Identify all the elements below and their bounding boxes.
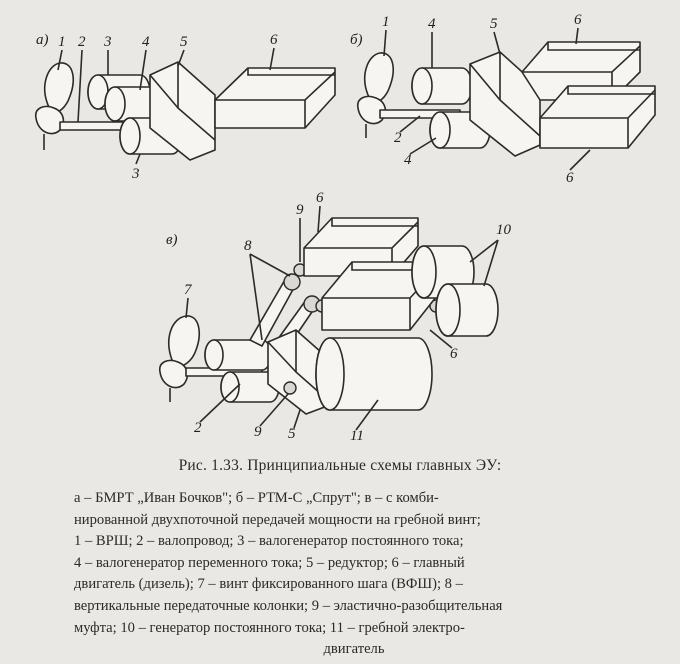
part-number: 6 [574,12,582,28]
caption-line: нированной двухпоточной передачей мощности на гребной винт; [74,511,481,528]
part-number: 2 [194,420,202,436]
part-number: 4 [428,16,436,32]
part-number: 6 [566,170,574,186]
part-number: 2 [78,34,86,50]
panel-b-label: б) [350,32,363,48]
part-number: 6 [270,32,278,48]
part-number: 6 [450,346,458,362]
part-number: 9 [296,202,304,218]
figure-caption-title: Рис. 1.33. Принципиальные схемы главных ЭУ: [178,457,502,474]
part-number: 7 [184,282,192,298]
panel-b-drawing [358,42,655,156]
part-number: 1 [58,34,66,50]
caption-line: 1 – ВРШ; 2 – валопровод; 3 – валогенератор постоянного тока; [74,533,464,550]
part-number: 11 [350,428,364,444]
part-number: 4 [404,152,412,168]
panel-v-label: в) [166,232,178,248]
caption-line: вертикальные передаточные колонки; 9 – эластично-разобщительная [74,597,503,614]
part-number: 1 [382,14,390,30]
caption-line: двигатель (дизель); 7 – винт фиксированного шага (ВФШ); 8 – [74,576,463,593]
part-number: 5 [490,16,498,32]
part-number: 4 [142,34,150,50]
part-number: 5 [288,426,296,442]
panel-a-label: а) [36,32,49,48]
caption-line: 4 – валогенератор переменного тока; 5 – редуктор; 6 – главный [74,554,465,571]
part-number: 8 [244,238,252,254]
part-number: 5 [180,34,188,50]
part-number: 2 [394,130,402,146]
part-number: 6 [316,190,324,206]
caption-line: муфта; 10 – генератор постоянного тока; 11 – гребной электро- [74,619,465,636]
caption-line: двигатель [323,641,385,658]
caption-line: а – БМРТ „Иван Бочков"; б – РТМ-С „Спрут"; в – с комби- [74,490,439,506]
part-number: 10 [496,222,511,238]
part-number: 9 [254,424,262,440]
part-number: 3 [104,34,112,50]
part-number: 3 [132,166,140,182]
panel-v-drawing [160,218,498,414]
figure-caption-legend [74,488,634,661]
